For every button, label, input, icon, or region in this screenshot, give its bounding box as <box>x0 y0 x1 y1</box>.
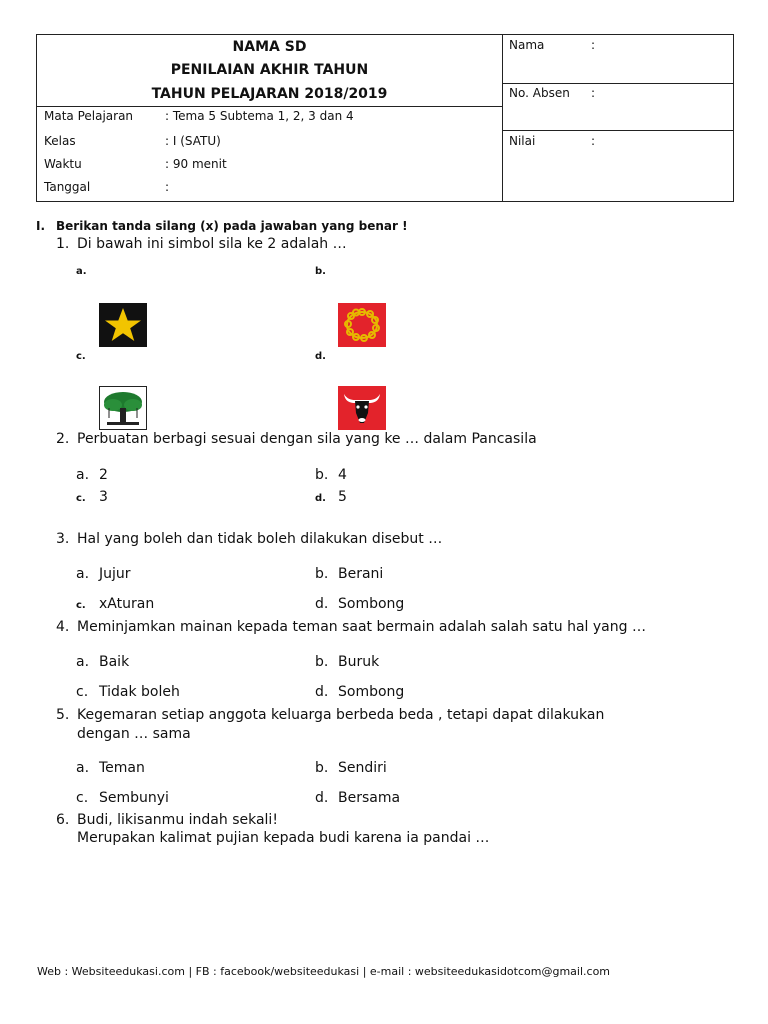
option-text[interactable]: Baik <box>99 654 130 670</box>
question-number: 2. <box>56 431 70 447</box>
question-text: Di bawah ini simbol sila ke 2 adalah … <box>77 236 347 252</box>
question-number: 4. <box>56 619 70 635</box>
option-letter: d. <box>315 790 329 806</box>
option-letter: a. <box>76 654 90 670</box>
option-text[interactable]: Sendiri <box>338 760 387 776</box>
option-letter: b. <box>315 467 329 483</box>
header-box <box>36 34 734 202</box>
option-text[interactable]: 5 <box>338 489 347 505</box>
question-number: 6. <box>56 812 70 828</box>
option-letter: a. <box>76 266 87 277</box>
section-instruction: Berikan tanda silang (x) pada jawaban yang benar ! <box>56 219 408 233</box>
school-year: TAHUN PELAJARAN 2018/2019 <box>151 86 388 102</box>
option-text[interactable]: Teman <box>99 760 145 776</box>
option-letter: d. <box>315 596 329 612</box>
question-text: Perbuatan berbagi sesuai dengan sila yang ke … dalam Pancasila <box>77 431 537 447</box>
field-label: Mata Pelajaran <box>44 109 134 123</box>
exam-title: PENILAIAN AKHIR TAHUN <box>170 62 369 78</box>
option-text[interactable]: 2 <box>99 467 108 483</box>
question-number: 1. <box>56 236 70 252</box>
bull-head-icon[interactable] <box>338 386 386 430</box>
option-text[interactable]: Sombong <box>338 684 405 700</box>
option-letter: d. <box>315 493 326 504</box>
option-letter: d. <box>315 351 326 362</box>
field-value: : <box>165 180 170 194</box>
footer-contact: Web : Websiteedukasi.com | FB : facebook/websiteedukasi | e-mail : websiteedukasidotcom@gmail.com <box>37 965 611 978</box>
option-letter: c. <box>76 351 86 362</box>
field-value: : 90 menit <box>165 157 227 171</box>
star-icon[interactable] <box>99 303 147 347</box>
option-letter: c. <box>76 493 86 504</box>
option-letter: c. <box>76 790 89 806</box>
question-text-continued: dengan … sama <box>77 726 191 742</box>
field-label: Kelas <box>44 134 76 148</box>
question-text: Meminjamkan mainan kepada teman saat bermain adalah salah satu hal yang … <box>77 619 646 635</box>
option-text[interactable]: Buruk <box>338 654 380 670</box>
option-text[interactable]: Berani <box>338 566 384 582</box>
option-text[interactable]: Jujur <box>99 566 131 582</box>
banyan-tree-icon[interactable] <box>99 386 147 430</box>
name-value: : <box>591 38 596 52</box>
question-text: Hal yang boleh dan tidak boleh dilakukan disebut … <box>77 531 443 547</box>
nilai-label: Nilai <box>509 134 536 148</box>
field-value: : I (SATU) <box>165 134 221 148</box>
question-number: 5. <box>56 707 70 723</box>
section-number: I. <box>36 219 46 233</box>
option-letter: b. <box>315 760 329 776</box>
school-name: NAMA SD <box>232 39 307 55</box>
option-text[interactable]: Bersama <box>338 790 401 806</box>
field-label: Waktu <box>44 157 82 171</box>
question-text: Kegemaran setiap anggota keluarga berbeda beda , tetapi dapat dilakukan <box>77 707 605 723</box>
option-letter: a. <box>76 467 90 483</box>
option-letter: c. <box>76 600 86 611</box>
option-letter: b. <box>315 566 329 582</box>
chain-icon[interactable] <box>338 303 386 347</box>
name-label: Nama <box>509 38 545 52</box>
absen-label: No. Absen <box>509 86 570 100</box>
option-letter: b. <box>315 266 326 277</box>
option-text[interactable]: Tidak boleh <box>99 684 180 700</box>
option-letter: b. <box>315 654 329 670</box>
option-text[interactable]: 3 <box>99 489 108 505</box>
option-text[interactable]: Sembunyi <box>99 790 169 806</box>
option-letter: a. <box>76 566 90 582</box>
option-letter: d. <box>315 684 329 700</box>
option-letter: a. <box>76 760 90 776</box>
field-value: : Tema 5 Subtema 1, 2, 3 dan 4 <box>165 109 354 123</box>
absen-value: : <box>591 86 596 100</box>
option-text[interactable]: Sombong <box>338 596 405 612</box>
option-letter: c. <box>76 684 89 700</box>
option-text[interactable]: 4 <box>338 467 347 483</box>
option-text[interactable]: xAturan <box>99 596 155 612</box>
field-label: Tanggal <box>44 180 91 194</box>
question-number: 3. <box>56 531 70 547</box>
question-text-continued: Merupakan kalimat pujian kepada budi karena ia pandai … <box>77 830 490 846</box>
nilai-value: : <box>591 134 596 148</box>
question-text: Budi, likisanmu indah sekali! <box>77 812 278 828</box>
